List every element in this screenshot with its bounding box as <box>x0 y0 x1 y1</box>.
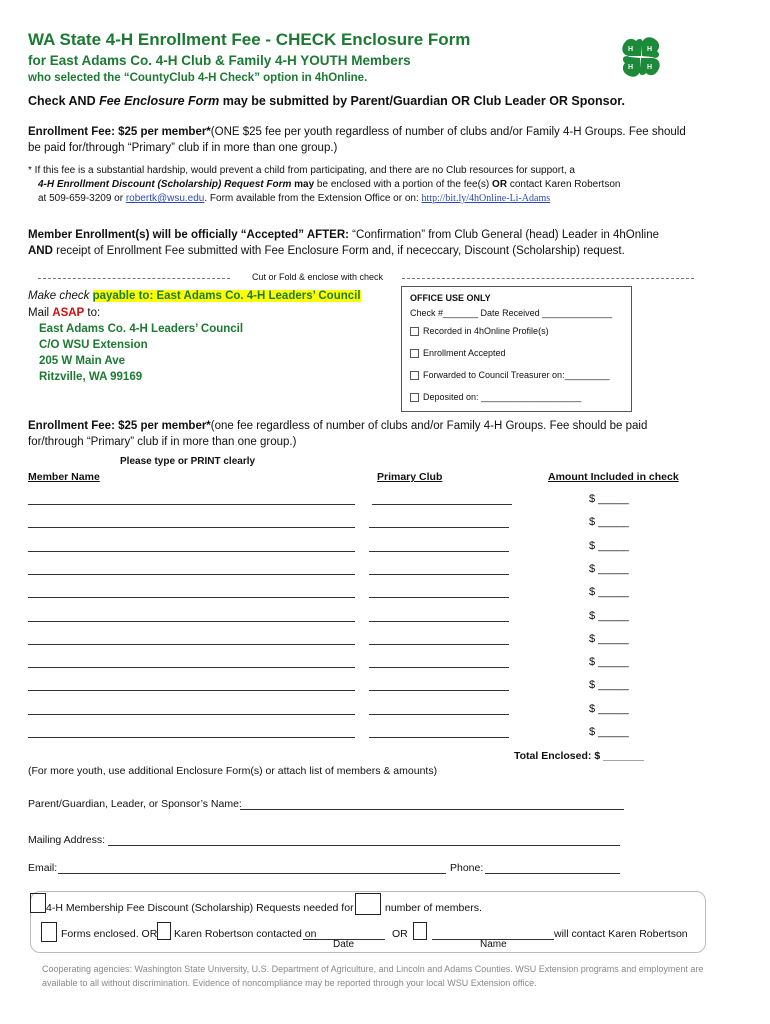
member-name-field[interactable] <box>28 737 355 738</box>
amount-field[interactable]: $ _____ <box>589 726 629 738</box>
office-row: Enrollment Accepted <box>410 348 506 358</box>
intro-line: Check AND Fee Enclosure Form may be submitted by Parent/Guardian OR Club Leader OR Sponsor. <box>28 94 625 108</box>
total-enclosed[interactable]: Total Enclosed: $ _______ <box>514 750 644 762</box>
office-row: Deposited on: ____________________ <box>410 392 581 402</box>
address-line-2: C/O WSU Extension <box>39 339 148 351</box>
amount-field[interactable]: $ _____ <box>589 702 629 715</box>
amount-field[interactable]: $ _____ <box>589 632 629 645</box>
karen-contacted-checkbox[interactable] <box>157 922 171 940</box>
address-line-3: 205 W Main Ave <box>39 355 126 367</box>
svg-text:H: H <box>647 46 653 53</box>
parent-name-label: Parent/Guardian, Leader, or Sponsor’s Name: <box>28 798 242 810</box>
col-primary-club: Primary Club <box>377 471 443 483</box>
member-name-field[interactable] <box>28 714 355 715</box>
accepted-paragraph: Member Enrollment(s) will be officially “Accepted” AFTER: “Confirmation” from Club General (head) Leader in 4hOnline AND receipt of Enrollment Fee submitted with Fee Enclosure Form and, if nececcary, Discount (Scholarship) request. <box>28 229 659 257</box>
forms-enclosed-checkbox[interactable] <box>41 922 57 942</box>
primary-club-field[interactable] <box>369 690 509 691</box>
email-field[interactable] <box>58 873 446 874</box>
primary-club-field[interactable] <box>369 621 509 622</box>
name-caption: Name <box>480 939 507 950</box>
mailing-address-label: Mailing Address: <box>28 834 106 846</box>
member-name-field[interactable] <box>28 621 355 622</box>
col-member-name: Member Name <box>28 471 100 483</box>
primary-club-field[interactable] <box>369 574 509 575</box>
form-subnote: who selected the “CountyClub 4-H Check” option in 4hOnline. <box>28 72 368 84</box>
amount-field[interactable]: $ _____ <box>589 679 629 692</box>
member-name-field[interactable] <box>28 504 355 505</box>
scholarship-checkbox[interactable] <box>30 893 46 913</box>
office-checkbox[interactable] <box>410 327 419 336</box>
form-title: WA State 4-H Enrollment Fee - CHECK Enclosure Form <box>28 30 471 49</box>
enrollment-fee-paragraph: Enrollment Fee: $25 per member*(ONE $25 fee per youth regardless of number of clubs and/or Family 4-H Groups. Fee should be paid for/through “Primary” club if in more than one group.) <box>28 126 686 154</box>
date-caption: Date <box>333 939 355 950</box>
forms-enclosed-label: Forms enclosed. OR <box>61 928 158 940</box>
member-name-field[interactable] <box>28 644 355 645</box>
svg-text:H: H <box>647 64 653 71</box>
member-name-field[interactable] <box>28 690 355 691</box>
member-name-field[interactable] <box>28 527 355 528</box>
address-line-4: Ritzville, WA 99169 <box>39 371 143 383</box>
hardship-note: * If this fee is a substantial hardship, would prevent a child from participating, and there are no Club resources for support, a 4-H Enrollment Discount (Scholarship) Request Form may be enclosed with a portion of the fee(s) OR contact Karen Robertson at 509-659-3209 or robertk@wsu.edu. Form available from the Extension Office or on: http://bit.ly/4hOnline-Li-Adams <box>28 165 621 204</box>
primary-club-field[interactable] <box>369 527 509 528</box>
will-contact-checkbox[interactable] <box>413 922 427 940</box>
amount-field[interactable]: $ _____ <box>589 516 629 529</box>
col-amount: Amount Included in check <box>548 471 679 483</box>
primary-club-field[interactable] <box>369 644 509 645</box>
payable-line: Make check payable to: East Adams Co. 4-H Leaders’ Council <box>28 290 361 302</box>
phone-field[interactable] <box>485 873 620 874</box>
karen-contacted-label: Karen Robertson contacted on <box>174 928 317 940</box>
svg-text:H: H <box>628 64 634 71</box>
amount-field[interactable]: $ _____ <box>589 539 629 552</box>
amount-field[interactable]: $ _____ <box>589 609 629 622</box>
office-use-box <box>401 286 632 412</box>
footer-disclaimer: Cooperating agencies: Washington State University, U.S. Department of Agriculture, and Lincoln and Adams Counties. WSU Extension programs and employment are available to all without discrimination. Evidence of noncompliance may be reported through your local WSU Extension office. <box>42 964 704 988</box>
svg-text:H: H <box>628 46 634 53</box>
four-h-clover-logo-icon <box>618 34 664 80</box>
member-name-field[interactable] <box>28 574 355 575</box>
office-row: Forwarded to Council Treasurer on:_________ <box>410 370 610 380</box>
amount-field[interactable]: $ _____ <box>589 562 629 575</box>
parent-name-field[interactable] <box>240 809 624 810</box>
primary-club-field[interactable] <box>369 714 509 715</box>
scholarship-members-label: number of members. <box>385 902 482 914</box>
mail-line: Mail ASAP to: <box>28 307 101 319</box>
amount-field[interactable]: $ _____ <box>589 656 629 669</box>
member-name-field[interactable] <box>28 667 355 668</box>
amount-field[interactable]: $ _____ <box>589 493 629 505</box>
office-checkbox[interactable] <box>410 349 419 358</box>
address-line-1: East Adams Co. 4-H Leaders’ Council <box>39 323 244 335</box>
office-row: Recorded in 4hOnline Profile(s) <box>410 326 549 336</box>
amount-field[interactable]: $ _____ <box>589 586 629 599</box>
cut-line <box>0 272 770 284</box>
url-link[interactable]: http://bit.ly/4hOnline-Li-Adams <box>421 193 551 204</box>
phone-label: Phone: <box>450 862 484 874</box>
cut-label: Cut or Fold & enclose with check <box>252 272 384 282</box>
primary-club-field[interactable] <box>372 504 512 505</box>
primary-club-field[interactable] <box>369 597 509 598</box>
member-name-field[interactable] <box>28 551 355 552</box>
email-label: Email: <box>28 862 58 874</box>
email-link[interactable]: robertk@wsu.edu <box>125 193 205 204</box>
form-subtitle: for East Adams Co. 4-H Club & Family 4-H YOUTH Members <box>28 53 411 68</box>
print-note: Please type or PRINT clearly <box>120 456 256 467</box>
scholarship-label: 4-H Membership Fee Discount (Scholarship) Requests needed for <box>46 902 354 914</box>
member-name-field[interactable] <box>28 597 355 598</box>
mailing-address-field[interactable] <box>108 845 620 846</box>
enrollment-fee-paragraph-2: Enrollment Fee: $25 per member*(one fee regardless of number of clubs and/or Family 4-H Groups. Fee should be paid for/through “Primary” club if in more than one group.) <box>28 420 648 448</box>
office-title: OFFICE USE ONLY <box>410 293 491 303</box>
primary-club-field[interactable] <box>369 551 509 552</box>
scholarship-count-box[interactable] <box>355 893 381 915</box>
office-checkbox[interactable] <box>410 393 419 402</box>
primary-club-field[interactable] <box>369 737 509 738</box>
more-youth-note: (For more youth, use additional Enclosure Form(s) or attach list of members & amounts) <box>28 765 438 777</box>
office-checkbox[interactable] <box>410 371 419 380</box>
or-label: OR <box>392 928 408 940</box>
primary-club-field[interactable] <box>369 667 509 668</box>
office-check-no: Check #_______ Date Received ______________ <box>410 308 613 318</box>
will-contact-label: will contact Karen Robertson <box>554 928 688 940</box>
